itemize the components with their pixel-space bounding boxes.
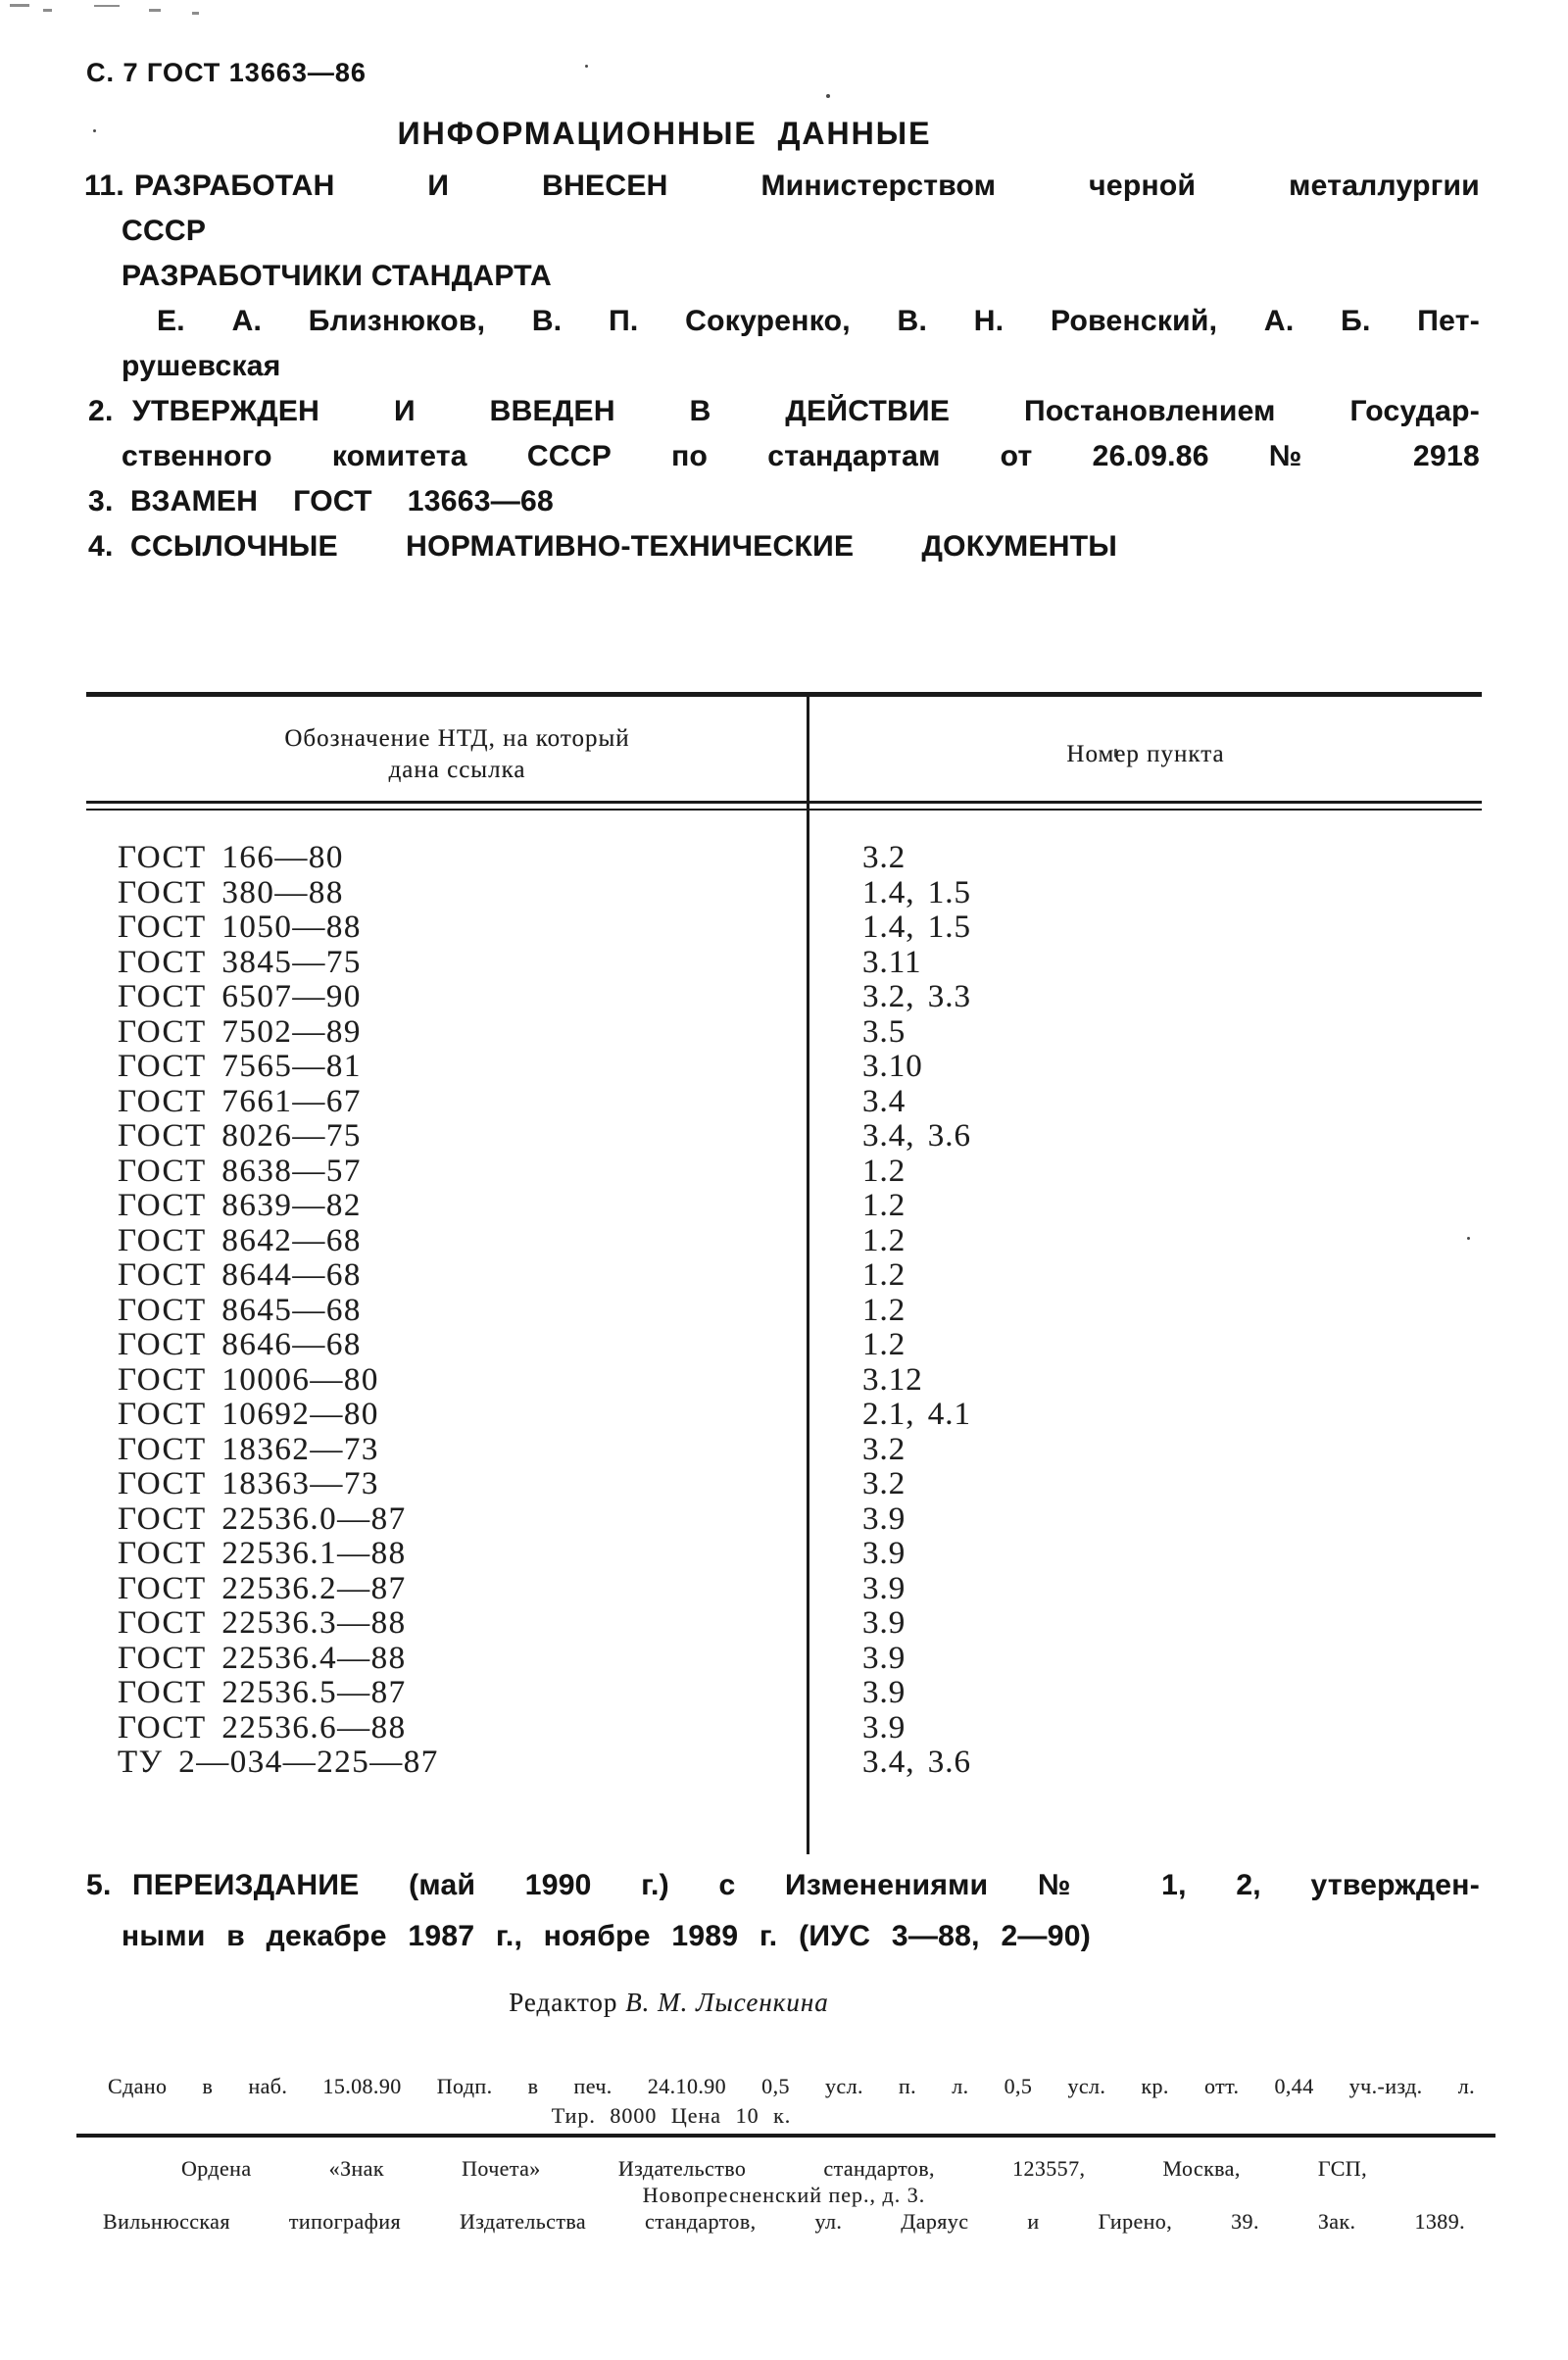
item-1-line-2: СССР: [122, 215, 207, 247]
table-row: [86, 1155, 1482, 1190]
editor-line: [88, 1988, 1250, 2018]
clause-number: 3.11: [862, 944, 922, 980]
clause-number: 1.2: [862, 1327, 906, 1362]
scan-noise-mark: [43, 9, 52, 12]
item-2-line-1: УТВЕРЖДЕН И ВВЕДЕН В ДЕЙСТВИЕ Постановлением Государ-: [132, 395, 1480, 427]
editor-name: В. М. Лысенкина: [625, 1988, 829, 2017]
ntd-designation: ГОСТ 166—80: [118, 840, 344, 875]
clause-number: 1.2: [862, 1292, 906, 1328]
document-title: ИНФОРМАЦИОННЫЕ ДАННЫЕ: [397, 116, 932, 151]
item-1-number: 11.: [84, 170, 124, 202]
imprint-typesetting-line: Сдано в наб. 15.08.90 Подп. в печ. 24.10.90 0,5 усл. п. л. 0,5 усл. кр. отт. 0,44 уч.-изд. л.: [108, 2074, 1475, 2098]
table-row: [86, 1189, 1482, 1224]
scan-speck: [826, 94, 830, 98]
clause-number: 3.2, 3.3: [862, 979, 971, 1014]
ntd-designation: ТУ 2—034—225—87: [118, 1745, 439, 1780]
table-row: [86, 1572, 1482, 1607]
clause-number: 3.9: [862, 1536, 906, 1571]
table-col2-header: Номер пункта: [1066, 741, 1225, 767]
publisher-address-line2: Новопресненский пер., д. 3.: [642, 2183, 926, 2207]
clause-number: 1.2: [862, 1257, 906, 1293]
table-row: [86, 1258, 1482, 1294]
clause-number: 3.9: [862, 1605, 906, 1641]
developers-line-1: Е. А. Близнюков, В. П. Сокуренко, В. Н. Ровенский, А. Б. Пет-: [157, 305, 1480, 337]
page-header: С. 7 ГОСТ 13663—86: [86, 58, 367, 87]
ntd-designation: ГОСТ 18363—73: [118, 1466, 379, 1501]
ntd-designation: ГОСТ 7565—81: [118, 1049, 362, 1084]
printer-line: Вильнюсская типография Издательства стандартов, ул. Даряус и Гирено, 39. Зак. 1389.: [103, 2209, 1465, 2234]
ntd-designation: ГОСТ 3845—75: [118, 944, 362, 980]
ntd-designation: ГОСТ 22536.6—88: [118, 1709, 407, 1745]
clause-number: 3.4: [862, 1083, 906, 1119]
ntd-designation: ГОСТ 8646—68: [118, 1327, 362, 1362]
imprint-divider-rule: [76, 2134, 1495, 2138]
table-row: [86, 1085, 1482, 1120]
ntd-designation: ГОСТ 8638—57: [118, 1153, 362, 1189]
clause-number: 3.9: [862, 1709, 906, 1745]
scan-noise-mark: [10, 4, 29, 7]
ntd-designation: ГОСТ 22536.5—87: [118, 1675, 407, 1710]
table-row: [86, 1328, 1482, 1363]
ntd-designation: ГОСТ 10006—80: [118, 1361, 379, 1398]
table-row: [86, 1711, 1482, 1746]
scan-noise-mark: [192, 12, 199, 15]
clause-number: 3.9: [862, 1675, 906, 1710]
ntd-designation: ГОСТ 22536.1—88: [118, 1536, 407, 1571]
ntd-designation: ГОСТ 22536.0—87: [118, 1500, 407, 1537]
item-3-number: 3.: [88, 485, 114, 517]
ntd-designation: ГОСТ 18362—73: [118, 1431, 379, 1467]
item-3-text: ВЗАМЕН ГОСТ 13663—68: [130, 485, 554, 517]
clause-number: 3.5: [862, 1013, 906, 1050]
table-row: [86, 1642, 1482, 1677]
scan-speck: [585, 65, 588, 68]
table-row: [86, 841, 1482, 876]
table-row: [86, 1294, 1482, 1329]
ntd-designation: ГОСТ 8026—75: [118, 1118, 362, 1154]
ntd-designation: ГОСТ 380—88: [118, 874, 344, 910]
table-row: [86, 1363, 1482, 1399]
ntd-designation: ГОСТ 8644—68: [118, 1257, 362, 1293]
table-row: [86, 1433, 1482, 1468]
ntd-designation: ГОСТ 6507—90: [118, 979, 362, 1014]
table-row: [86, 946, 1482, 981]
item-4-number: 4.: [88, 530, 114, 563]
clause-number: 1.2: [862, 1153, 906, 1189]
ntd-designation: ГОСТ 22536.2—87: [118, 1570, 407, 1606]
developers-heading: РАЗРАБОТЧИКИ СТАНДАРТА: [122, 260, 552, 292]
ntd-designation: ГОСТ 8642—68: [118, 1222, 362, 1258]
clause-number: 3.2: [862, 1466, 906, 1501]
table-row: [86, 1745, 1482, 1781]
editor-label: Редактор: [509, 1988, 618, 2017]
table-row: [86, 1676, 1482, 1711]
table-row: [86, 1224, 1482, 1259]
ntd-designation: ГОСТ 8645—68: [118, 1292, 362, 1328]
table-header-rule-upper: [86, 801, 1482, 804]
clause-number: 2.1, 4.1: [862, 1397, 971, 1432]
scan-noise-mark: [149, 9, 161, 12]
clause-number: 3.4, 3.6: [862, 1118, 971, 1154]
developers-line-2: рушевская: [122, 350, 281, 382]
clause-number: 1.4, 1.5: [862, 910, 971, 945]
item-5-line-1: ПЕРЕИЗДАНИЕ (май 1990 г.) с Изменениями № 1, 2, утвержден-: [132, 1869, 1480, 1901]
table-row: [86, 910, 1482, 946]
table-row: [86, 1015, 1482, 1051]
table-body: [86, 841, 1482, 1781]
item-5-line-2: ными в декабре 1987 г., ноябре 1989 г. (ИУС 3—88, 2—90): [122, 1920, 1091, 1952]
table-top-border: [86, 692, 1482, 697]
clause-number: 3.9: [862, 1500, 906, 1537]
table-row: [86, 1398, 1482, 1433]
table-row: [86, 1606, 1482, 1642]
table-col1-header-line1: Обозначение НТД, на который: [284, 725, 630, 752]
table-row: [86, 1467, 1482, 1502]
clause-number: 3.10: [862, 1049, 923, 1084]
table-row: [86, 1502, 1482, 1538]
scan-noise-mark: [94, 5, 120, 7]
clause-number: 3.2: [862, 1431, 906, 1467]
clause-number: 3.12: [862, 1361, 923, 1398]
clause-number: 1.2: [862, 1188, 906, 1223]
clause-number: 3.2: [862, 840, 906, 875]
item-1-line-1: РАЗРАБОТАН И ВНЕСЕН Министерством черной металлургии: [134, 170, 1480, 202]
ntd-designation: ГОСТ 7661—67: [118, 1083, 362, 1119]
item-5-number: 5.: [86, 1869, 112, 1901]
ntd-designation: ГОСТ 22536.4—88: [118, 1640, 407, 1676]
publisher-address-line1: Ордена «Знак Почета» Издательство стандартов, 123557, Москва, ГСП,: [181, 2156, 1367, 2181]
clause-number: 3.9: [862, 1640, 906, 1676]
table-row: [86, 1537, 1482, 1572]
table-row: [86, 1119, 1482, 1155]
item-2-line-2: ственного комитета СССР по стандартам от 26.09.86 № 2918: [122, 440, 1480, 472]
table-col1-header-line2: дана ссылка: [388, 757, 526, 783]
clause-number: 1.2: [862, 1222, 906, 1258]
clause-number: 3.9: [862, 1570, 906, 1606]
imprint-print-run-line: Тир. 8000 Цена 10 к.: [551, 2103, 792, 2128]
ntd-designation: ГОСТ 10692—80: [118, 1397, 379, 1432]
clause-number: 3.4, 3.6: [862, 1745, 971, 1780]
clause-number: 1.4, 1.5: [862, 874, 971, 910]
ntd-designation: ГОСТ 7502—89: [118, 1013, 362, 1050]
ntd-designation: ГОСТ 22536.3—88: [118, 1605, 407, 1641]
ntd-designation: ГОСТ 8639—82: [118, 1188, 362, 1223]
table-row: [86, 980, 1482, 1015]
ntd-designation: ГОСТ 1050—88: [118, 910, 362, 945]
item-4-text: ССЫЛОЧНЫЕ НОРМАТИВНО-ТЕХНИЧЕСКИЕ ДОКУМЕНТЫ: [130, 530, 1117, 563]
table-row: [86, 876, 1482, 911]
table-row: [86, 1050, 1482, 1085]
table-header-rule-lower: [86, 809, 1482, 811]
item-2-number: 2.: [88, 395, 114, 427]
